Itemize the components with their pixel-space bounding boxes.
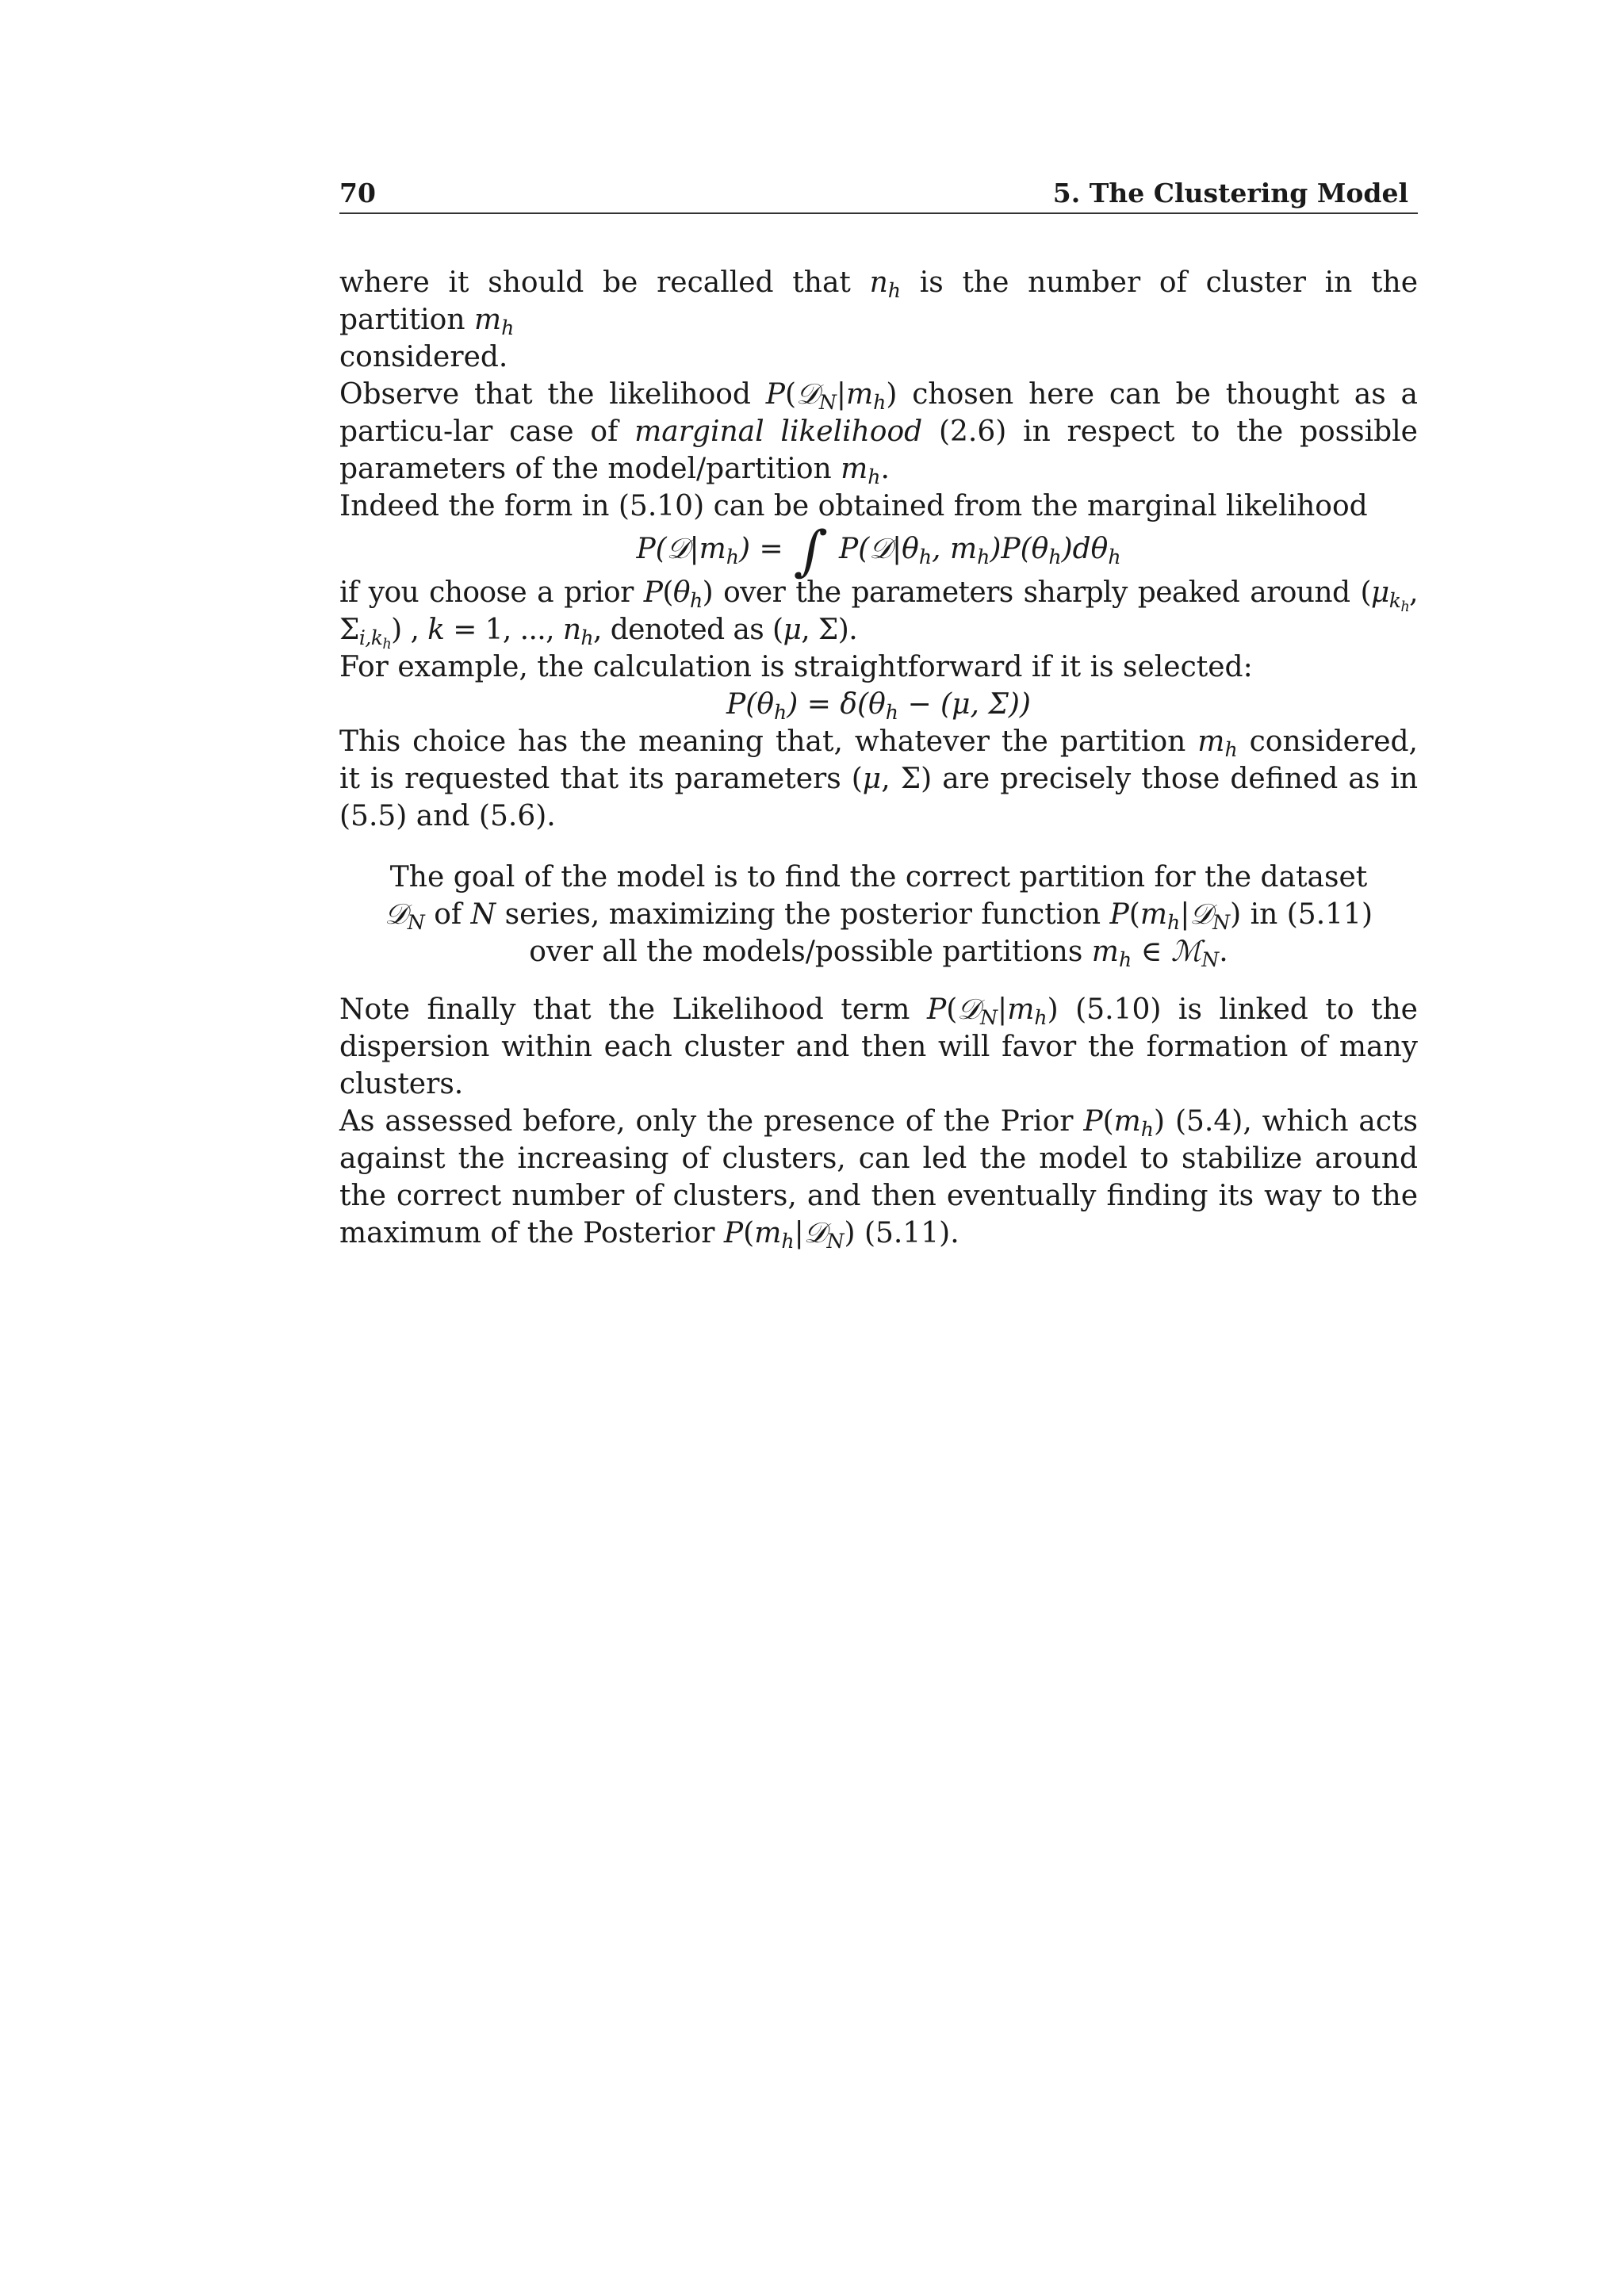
page-number: 70 xyxy=(339,178,376,209)
paragraph: where it should be recalled that $n_h$ is the number of cluster in the partition $m_h$ considered. xyxy=(339,266,1419,373)
chapter-title: 5. The Clustering Model xyxy=(1052,178,1408,209)
paragraph: Indeed the form in (5.10) can be obtained from the marginal likelihood xyxy=(339,490,1368,522)
paragraph: if you choose a prior $P(\theta_h)$ over the parameters sharply peaked around ($\mu_{k_h}$, $\Sigma_{i,k_h}$) , k = 1, ..., $n_h$, denoted as (μ, Σ). xyxy=(339,576,1418,652)
paragraph: Note finally that the Likelihood term $P(𝒟_N|m_h)$ (5.10) is linked to the dispersion within each cluster and then will favor the formation of many clusters. xyxy=(339,993,1418,1100)
paragraph: This choice has the meaning that, whatever the partition $m_h$ considered, it is requested that its parameters (μ, Σ) are precisely those defined as in (5.5) and (5.6). xyxy=(339,725,1418,832)
goal-statement: The goal of the model is to find the correct partition for the dataset 𝒟$_N$ of N series, maximizing the posterior function $P(m_h|𝒟_N)$ in (5.11) over all the models/possible partitions $m_h$ ∈ ℳ$_N$. xyxy=(384,861,1373,972)
equation-prior-delta: $P(\theta_h) = \delta(\theta_h - (\mu$, Σ)) xyxy=(726,688,1031,725)
paragraph: Observe that the likelihood $P(𝒟_N|m_h)$ chosen here can be thought as a particu-lar case of marginal likelihood (2.6) in respect to the possible parameters of the model/partition $m_h$. xyxy=(339,378,1418,489)
paragraph: For example, the calculation is straightforward if it is selected: xyxy=(339,651,1253,683)
page-header xyxy=(339,174,1418,214)
paragraph: As assessed before, only the presence of the Prior $P(m_h)$ (5.4), which acts against the increasing of clusters, can led the model to stabilize around the correct number of clusters, and then eventually finding its way to the maximum of the Posterior $P(m_h|𝒟_N)$ (5.11). xyxy=(339,1105,1419,1253)
body-text xyxy=(339,264,1418,1252)
equation-marginal-likelihood: $P(𝒟|m_h)$ = ∫ $P(𝒟|\theta_h$, $m_h)P(\theta_h)d\theta_h$ xyxy=(636,520,1121,583)
